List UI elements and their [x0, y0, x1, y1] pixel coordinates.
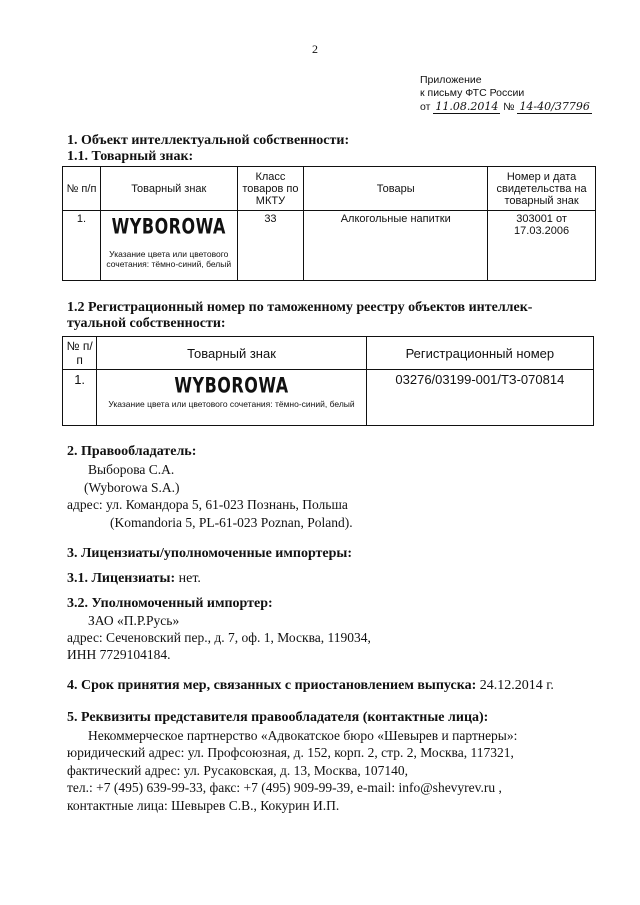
appendix-line1: Приложение [420, 74, 482, 86]
appendix-date: 11.08.2014 [435, 100, 499, 113]
table-row [63, 211, 596, 281]
licensees-label: 3.1. Лицензиаты: [67, 571, 176, 586]
cell-certificate: 303001 от 17.03.2006 [488, 211, 596, 281]
wyborowa-logo: WYBOROWA [111, 213, 226, 239]
section3-title: 3. Лицензиаты/уполномоченные импортеры: [67, 546, 353, 561]
header-goods: Товары [304, 167, 488, 211]
section1-subtitle: 1.1. Товарный знак: [67, 149, 194, 164]
cell-trademark [97, 370, 366, 426]
importer-label: 3.2. Уполномоченный импортер: [67, 596, 273, 611]
holder-name-ru: Выборова С.А. [88, 462, 175, 477]
trademark-table-header [63, 167, 596, 211]
header-num: № п/п [63, 167, 101, 211]
holder-address-ru: адрес: ул. Командора 5, 61-023 Познань, Польша [67, 497, 348, 512]
cell-trademark [100, 211, 237, 281]
importer-name: ЗАО «П.Р.Русь» [88, 613, 180, 628]
appendix-number-label: № [503, 101, 515, 113]
section1-2-title-line1: 1.2 Регистрационный номер по таможенному реестру объектов интеллек- [67, 300, 533, 315]
appendix-number: 14-40/37796 [519, 100, 590, 113]
holder-address-en: (Komandoria 5, PL-61-023 Poznan, Poland). [110, 515, 353, 530]
registration-table [62, 336, 594, 426]
header-certificate: Номер и дата свидетельства на товарный знак [488, 167, 596, 211]
wyborowa-logo: WYBOROWA [174, 372, 289, 398]
importer-address: адрес: Сеченовский пер., д. 7, оф. 1, Москва, 119034, [67, 630, 371, 645]
header-reg-number: Регистрационный номер [366, 337, 593, 370]
trademark-table [62, 166, 596, 281]
cell-num: 1. [63, 211, 101, 281]
importer-inn: ИНН 7729104184. [67, 647, 171, 662]
representative-line1: Некоммерческое партнерство «Адвокатское бюро «Шевырев и партнеры»: [88, 728, 518, 743]
holder-name-en: (Wyborowa S.A.) [84, 480, 180, 495]
header-num: № п/п [63, 337, 97, 370]
representative-line5: контактные лица: Шевырев С.В., Кокурин И.П. [67, 798, 340, 813]
licensees-value: нет. [175, 571, 201, 586]
appendix-line2: к письму ФТС России [420, 87, 525, 99]
cell-class: 33 [237, 211, 304, 281]
appendix-header [420, 74, 592, 114]
header-trademark: Товарный знак [97, 337, 366, 370]
section2-title: 2. Правообладатель: [67, 444, 197, 459]
registration-table-header [63, 337, 594, 370]
section1-2-title-line2: туальной собственности: [67, 316, 226, 331]
section4-line [67, 678, 554, 694]
header-class: Класс товаров по МКТУ [237, 167, 304, 211]
representative-line3: фактический адрес: ул. Русаковская, д. 13, Москва, 107140, [67, 763, 409, 778]
color-note: Указание цвета или цветового сочетания: тёмно-синий, белый [108, 399, 355, 409]
cell-num: 1. [63, 370, 97, 426]
table-row [63, 370, 594, 426]
licensees-line [67, 571, 201, 587]
color-note: Указание цвета или цветового сочетания: тёмно-синий, белый [106, 249, 232, 269]
cell-goods: Алкогольные напитки [304, 211, 488, 281]
cell-reg-number: 03276/03199-001/ТЗ-070814 [366, 370, 593, 426]
section4-label: 4. Срок принятия мер, связанных с приостановлением выпуска: [67, 678, 477, 693]
appendix-from-label: от [420, 101, 431, 113]
representative-line2: юридический адрес: ул. Профсоюзная, д. 152, корп. 2, стр. 2, Москва, 117321, [67, 745, 514, 760]
header-trademark: Товарный знак [100, 167, 237, 211]
page-number: 2 [312, 42, 318, 56]
appendix-date-line [420, 100, 592, 114]
section1-title: 1. Объект интеллектуальной собственности: [67, 133, 350, 148]
representative-line4: тел.: +7 (495) 639-99-33, факс: +7 (495) 909-99-39, e-mail: info@shevyrev.ru , [67, 780, 502, 795]
section4-value: 24.12.2014 г. [476, 678, 554, 693]
section5-title: 5. Реквизиты представителя правообладателя (контактные лица): [67, 710, 489, 725]
